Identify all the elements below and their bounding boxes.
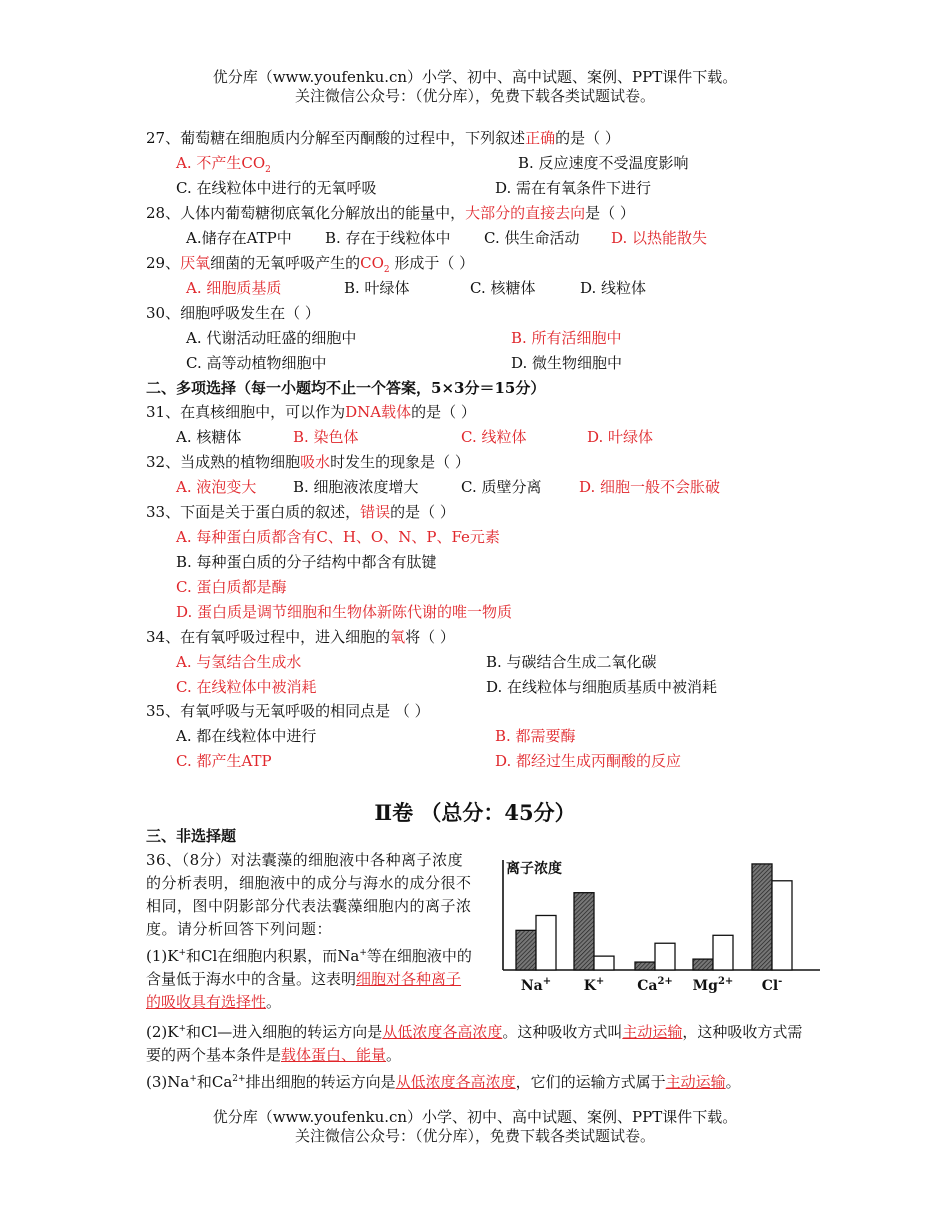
chart-bars (516, 864, 792, 970)
tick-label-k: K+ (583, 976, 605, 994)
text: 和Ca (196, 1073, 233, 1091)
stem-text: 的是（ ） (555, 129, 620, 147)
text: 进入细胞的转运方向是 (232, 1023, 383, 1041)
stem-text: 细菌的无氧呼吸产生的 (210, 254, 361, 272)
bar-sea-ca2 (655, 943, 675, 970)
stem-text: 形成于（ ） (389, 254, 475, 272)
q27-option-d: D. 需在有氧条件下进行 (495, 179, 652, 197)
stem-text: 28、人体内葡萄糖彻底氧化分解放出的能量中， (146, 204, 466, 222)
question-36-intro: 36、（8分）对法囊藻的细胞液中各种离子浓度的分析表明，细胞液中的成分与海水的成分很不相同，图中阴影部分代表法囊藻细胞内的离子浓度。请分析回答下列问题： (146, 851, 472, 938)
q33-option-c: C. 蛋白质都是酶 (176, 578, 287, 596)
q35-option-b: B. 都需要酶 (495, 727, 576, 745)
text: 。 (386, 1046, 402, 1064)
question-35-stem: 35、有氧呼吸与无氧呼吸的相同点是 （ ） (146, 702, 430, 720)
q32-option-a: A. 液泡变大 (176, 478, 257, 496)
answer-underlined: 从低浓度各高浓度 (382, 1023, 503, 1041)
q29-option-c: C. 核糖体 (470, 279, 536, 297)
stem-highlight: 氧 (390, 628, 406, 646)
stem-highlight: CO (360, 254, 384, 272)
text: 和Cl在细胞内积累，而Na (186, 947, 360, 965)
answer-underlined: 主动运输 (622, 1023, 683, 1041)
chart-y-axis-label: 离子浓度 (506, 861, 562, 877)
subscript: 2 (383, 265, 390, 275)
q32-option-b: B. 细胞液浓度增大 (293, 478, 419, 496)
stem-text: 34、在有氧呼吸过程中，进入细胞的 (146, 628, 391, 646)
q34-option-a: A. 与氢结合生成水 (176, 653, 302, 671)
text: ，它们的运输方式属于 (515, 1073, 666, 1091)
q31-option-d: D. 叶绿体 (587, 428, 654, 446)
q29-option-a: A. 细胞质基质 (186, 279, 282, 297)
bar-sea-k (594, 956, 614, 970)
question-34-stem (146, 627, 455, 647)
stem-highlight: 正确 (525, 129, 556, 147)
tick-label-na: Na+ (520, 976, 552, 994)
stem-highlight: 错误 (360, 503, 391, 521)
section-2-title: 二、多项选择（每一小题均不止一个答案，5×3分＝15分） (146, 379, 546, 397)
superscript: + (178, 1024, 187, 1034)
q31-option-a: A. 核糖体 (176, 428, 242, 446)
answer-underlined: 从低浓度各高浓度 (395, 1073, 516, 1091)
text: ，这种吸收方式需要的两个基本条件是 (146, 1023, 803, 1064)
bar-sea-cl (772, 881, 792, 970)
question-36-part-1 (146, 945, 476, 1014)
q30-option-c: C. 高等动植物细胞中 (186, 354, 327, 372)
q27-option-c: C. 在线粒体中进行的无氧呼吸 (176, 179, 377, 197)
header-line-1: 优分库（www.youfenku.cn）小学、初中、高中试题、案例、PPT课件下载。 (212, 68, 738, 86)
q28-option-a: A.储存在ATP中 (186, 229, 292, 247)
bar-cell-cl (752, 864, 772, 970)
question-31-stem (146, 402, 476, 422)
footer-line-2: 关注微信公众号：（优分库），免费下载各类试题试卷。 (294, 1127, 655, 1145)
stem-text: 将（ ） (405, 628, 455, 646)
bar-cell-na (516, 930, 536, 970)
q32-option-c: C. 质壁分离 (461, 478, 542, 496)
superscript: 2+ (232, 1074, 246, 1084)
tick-label-ca2: $Ca^{2+}$ (637, 976, 673, 994)
question-28-stem (146, 203, 635, 223)
stem-text: 27、葡萄糖在细胞质内分解至丙酮酸的过程中，下列叙述 (146, 129, 526, 147)
q30-option-a: A. 代谢活动旺盛的细胞中 (186, 329, 357, 347)
q33-option-b: B. 每种蛋白质的分子结构中都含有肽键 (176, 553, 437, 571)
text: 等在细胞液中的含量低于海水中的含量。这表明 (146, 947, 472, 988)
text: 。这种吸收方式叫 (502, 1023, 623, 1041)
superscript: + (359, 948, 367, 958)
bar-sea-na (536, 915, 556, 970)
q30-option-d: D. 微生物细胞中 (511, 354, 623, 372)
q27-option-b: B. 反应速度不受温度影响 (518, 154, 689, 172)
q35-option-a: A. 都在线粒体中进行 (176, 727, 317, 745)
text: (1)K (146, 947, 179, 965)
stem-text: 的是（ ） (390, 503, 455, 521)
stem-text: 的是（ ） (411, 403, 476, 421)
text: 排出细胞的转运方向是 (245, 1073, 396, 1091)
question-27-stem (146, 128, 620, 148)
q31-option-c: C. 线粒体 (461, 428, 527, 446)
stem-text: 时发生的现象是（ ） (330, 453, 470, 471)
text: — (217, 1023, 233, 1041)
q29-option-d: D. 线粒体 (580, 279, 647, 297)
subscript: 2 (265, 165, 271, 175)
stem-text: 32、当成熟的植物细胞 (146, 453, 301, 471)
header-line-2: 关注微信公众号：（优分库），免费下载各类试题试卷。 (294, 87, 655, 105)
question-36-part-2 (146, 1021, 808, 1067)
bar-sea-mg2 (713, 935, 733, 970)
stem-highlight: 大部分的直接去向 (465, 204, 586, 222)
ion-concentration-chart (486, 846, 826, 1006)
answer-underlined: 细胞对各种离子的吸收具有选择性 (146, 970, 462, 1011)
chart-tick-labels (521, 976, 782, 994)
section-3-title: 三、非选择题 (146, 827, 237, 845)
text: 和Cl (186, 1023, 218, 1041)
question-33-stem (146, 502, 455, 522)
q33-option-d: D. 蛋白质是调节细胞和生物体新陈代谢的唯一物质 (176, 603, 513, 621)
question-32-stem (146, 452, 470, 472)
stem-highlight: 吸水 (300, 453, 331, 471)
q35-option-d: D. 都经过生成丙酮酸的反应 (495, 752, 682, 770)
q34-option-d: D. 在线粒体与细胞质基质中被消耗 (486, 678, 718, 696)
bar-cell-k (574, 893, 594, 970)
superscript: + (189, 1074, 197, 1084)
text: (3)Na (146, 1073, 190, 1091)
stem-text: 是（ ） (585, 204, 635, 222)
question-29-stem: 29、厌氧细菌的无氧呼吸产生的$CO_2$ 形成于（ ） (146, 254, 475, 275)
text: 。 (266, 993, 282, 1011)
stem-highlight: DNA载体 (345, 403, 412, 421)
bar-cell-ca2 (635, 962, 655, 970)
q29-option-b: B. 叶绿体 (344, 279, 410, 297)
q31-option-b: B. 染色体 (293, 428, 359, 446)
text: 。 (725, 1073, 741, 1091)
q34-option-c: C. 在线粒体中被消耗 (176, 678, 317, 696)
q28-option-d: D. 以热能散失 (611, 229, 708, 247)
answer-underlined: 主动运输 (665, 1073, 726, 1091)
q33-option-a: A. 每种蛋白质都含有C、H、O、N、P、Fe元素 (176, 528, 500, 546)
q30-option-b: B. 所有活细胞中 (511, 329, 622, 347)
footer-line-1: 优分库（www.youfenku.cn）小学、初中、高中试题、案例、PPT课件下载。 (212, 1108, 738, 1126)
superscript: + (178, 948, 187, 958)
option-text: A. 不产生CO (176, 154, 266, 172)
answer-underlined: 载体蛋白、能量 (281, 1046, 387, 1064)
q27-option-a (176, 153, 271, 173)
part-2-title: Ⅱ卷 （总分：45分） (374, 800, 576, 825)
question-30-stem: 30、细胞呼吸发生在（ ） (146, 304, 320, 322)
q35-option-c: C. 都产生ATP (176, 752, 272, 770)
stem-text: 31、在真核细胞中，可以作为 (146, 403, 346, 421)
bar-cell-mg2 (693, 959, 713, 970)
tick-label-cl: Cl- (761, 976, 783, 994)
text: (2)K (146, 1023, 179, 1041)
stem-text: 33、下面是关于蛋白质的叙述， (146, 503, 361, 521)
q32-option-d: D. 细胞一般不会胀破 (579, 478, 721, 496)
question-36-part-3 (146, 1071, 826, 1094)
q28-option-b: B. 存在于线粒体中 (325, 229, 451, 247)
q28-option-c: C. 供生命活动 (484, 229, 580, 247)
stem-highlight: 厌氧 (180, 254, 211, 272)
tick-label-mg2: $Mg^{2+}$ (692, 976, 734, 994)
q34-option-b: B. 与碳结合生成二氧化碳 (486, 653, 657, 671)
